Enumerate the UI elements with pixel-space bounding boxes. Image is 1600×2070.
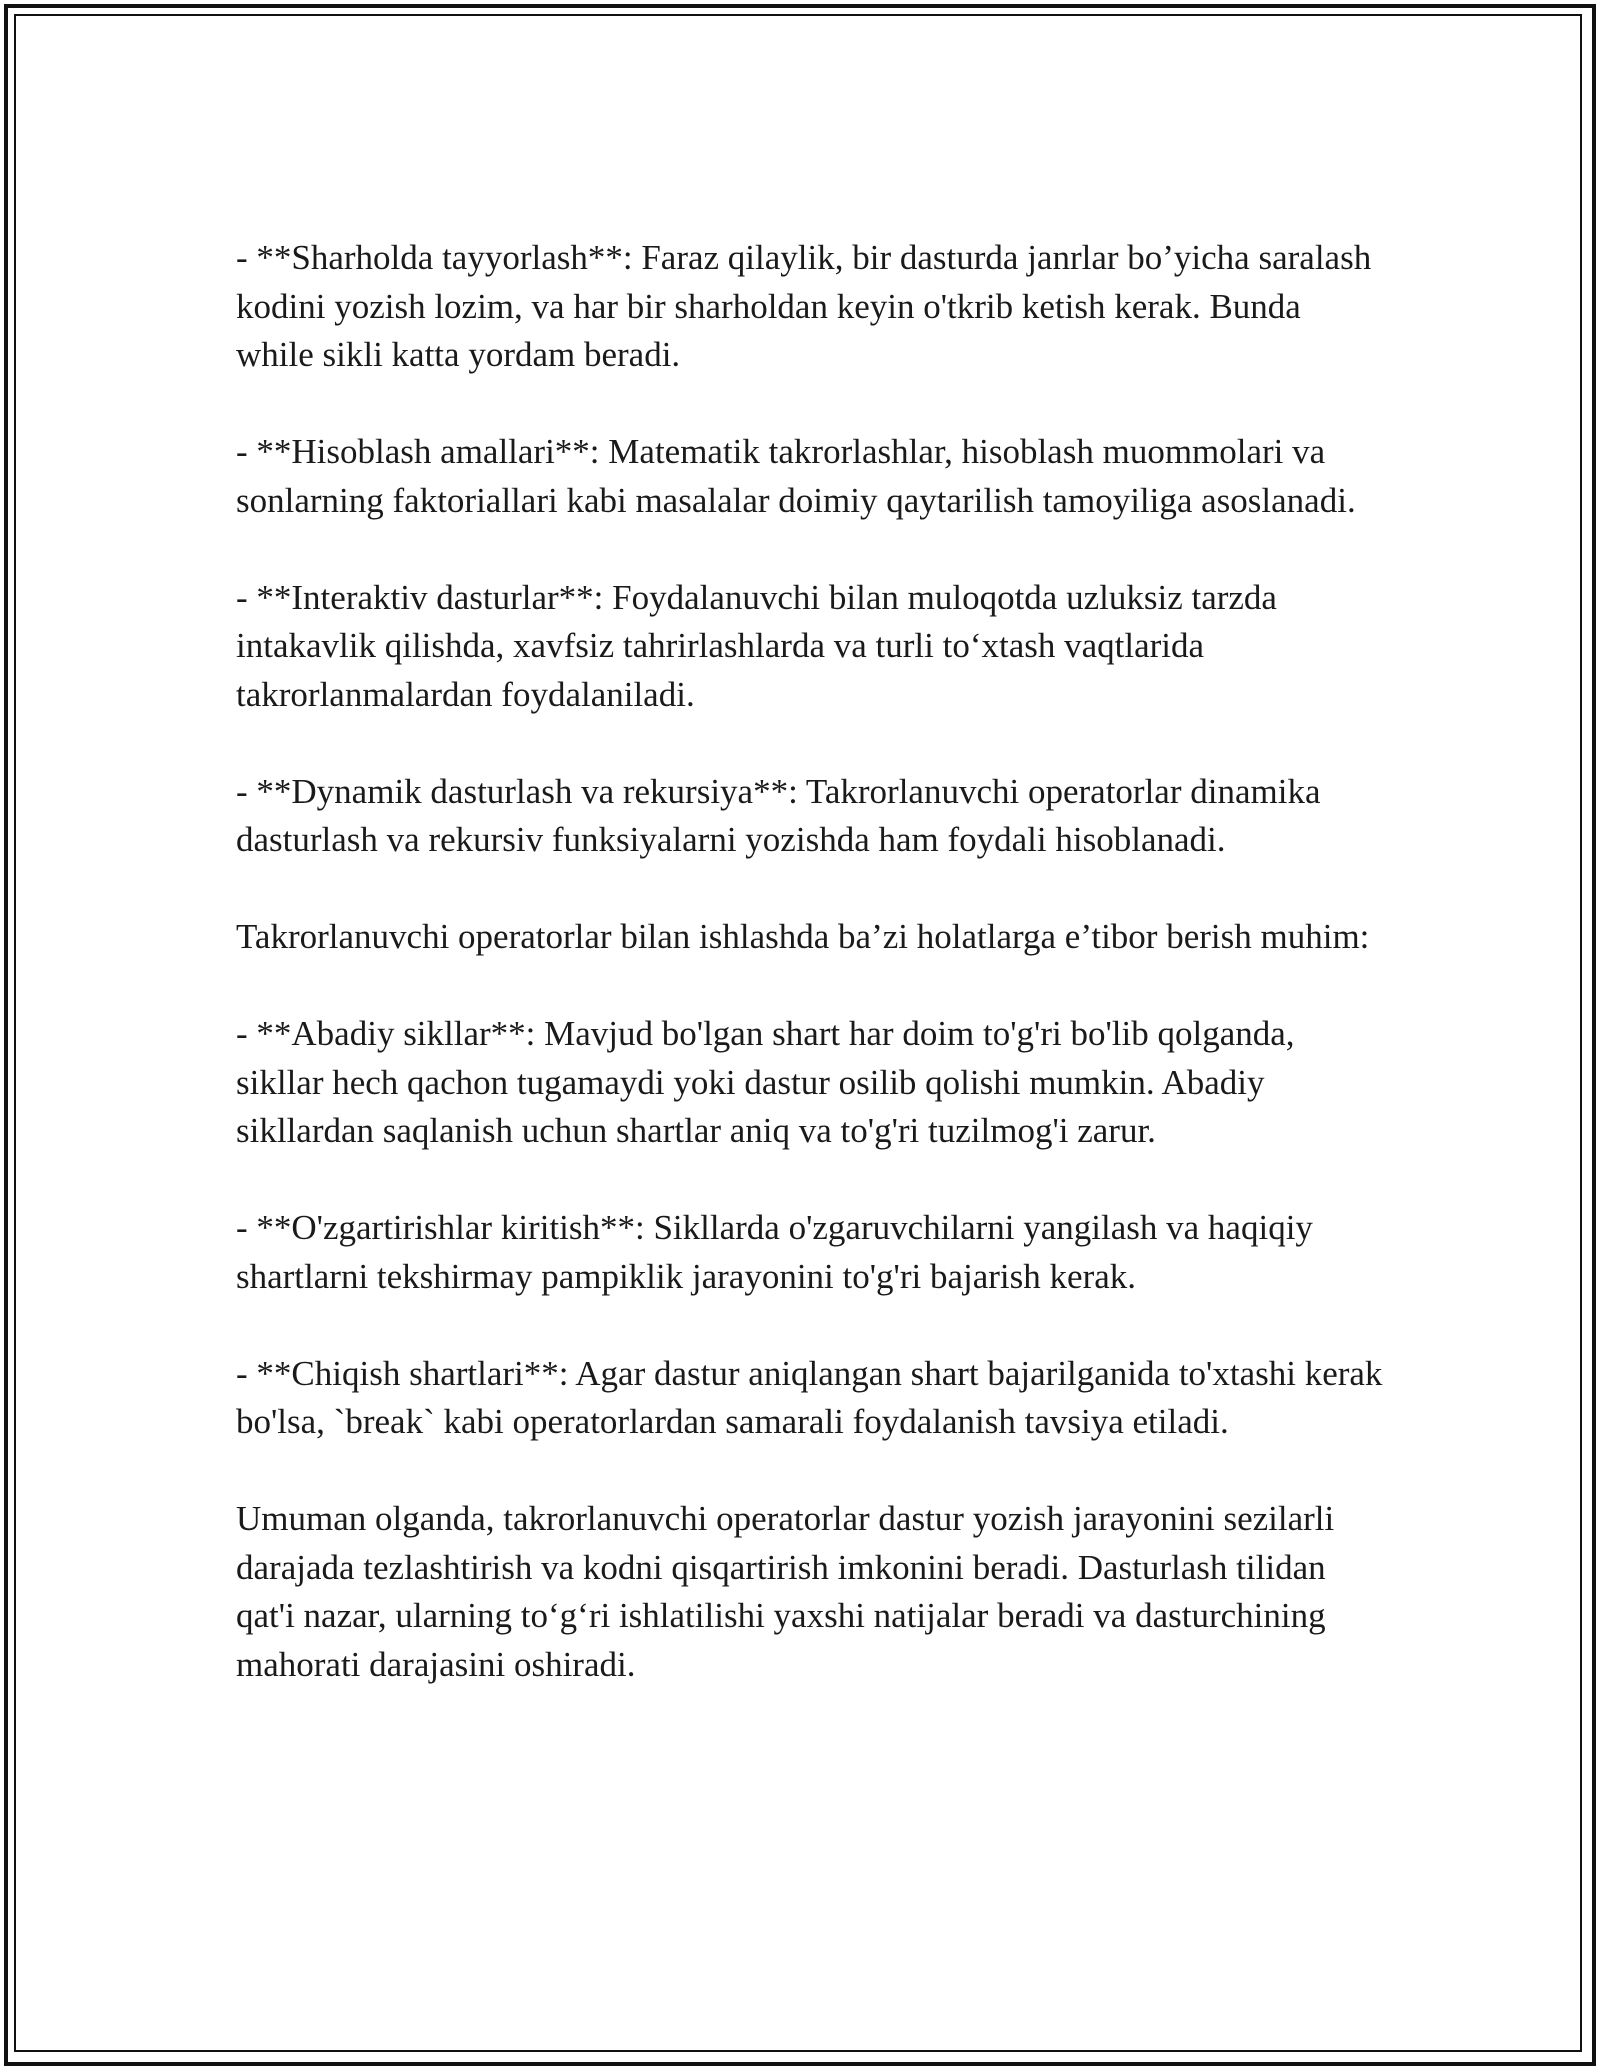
paragraph-chiqish-shartlari: - **Chiqish shartlari**: Agar dastur aniqlangan shart bajarilganida to'xtashi kerak bo'lsa, `break` kabi operatorlardan samarali foydalanish tavsiya etiladi. xyxy=(236,1353,1383,1441)
paragraph-sharholda-tayyorlash: - **Sharholda tayyorlash**: Faraz qilaylik, bir dasturda janrlar bo’yicha saralash kodini yozish lozim, va har bir sharholdan keyin o'tkrib ketish kerak. Bunda while sikli katta yordam beradi. xyxy=(236,238,1372,374)
paragraph-hisoblash-amallari: - **Hisoblash amallari**: Matematik takrorlashlar, hisoblash muommolari va sonlarning faktoriallari kabi masalalar doimiy qaytarilish tamoyiliga asoslanadi. xyxy=(236,432,1356,520)
paragraph-abadiy-sikllar: - **Abadiy sikllar**: Mavjud bo'lgan shart har doim to'g'ri bo'lib qolganda, sikllar hech qachon tugamaydi yoki dastur osilib qolishi mumkin. Abadiy sikllardan saqlanish uchun shartlar aniq va to'g'ri tuzilmog'i zarur. xyxy=(236,1014,1295,1150)
paragraph-intro-holatlar: Takrorlanuvchi operatorlar bilan ishlashda ba’zi holatlarga e’tibor berish muhim: xyxy=(236,917,1370,956)
paragraph-conclusion: Umuman olganda, takrorlanuvchi operatorlar dastur yozish jarayonini sezilarli darajada tezlashtirish va kodni qisqartirish imkonini beradi. Dasturlash tilidan qat'i nazar, ularning to‘g‘ri ishlatilishi yaxshi natijalar beradi va dasturchining mahorati darajasini oshiradi. xyxy=(236,1499,1335,1684)
paragraph-ozgartirishlar-kiritish: - **O'zgartirishlar kiritish**: Sikllarda o'zgaruvchilarni yangilash va haqiqiy shartlarni tekshirmay pampiklik jarayonini to'g'ri bajarish kerak. xyxy=(236,1208,1313,1296)
paragraph-dynamik-dasturlash: - **Dynamik dasturlash va rekursiya**: Takrorlanuvchi operatorlar dinamika dasturlash va rekursiv funksiyalarni yozishda ham foydali hisoblanadi. xyxy=(236,771,1321,859)
document-body xyxy=(236,234,1386,1689)
paragraph-interaktiv-dasturlar: - **Interaktiv dasturlar**: Foydalanuvchi bilan muloqotda uzluksiz tarzda intakavlik qilishda, xavfsiz tahrirlashlarda va turli to‘xtash vaqtlarida takrorlanmalardan foydalaniladi. xyxy=(236,577,1277,714)
